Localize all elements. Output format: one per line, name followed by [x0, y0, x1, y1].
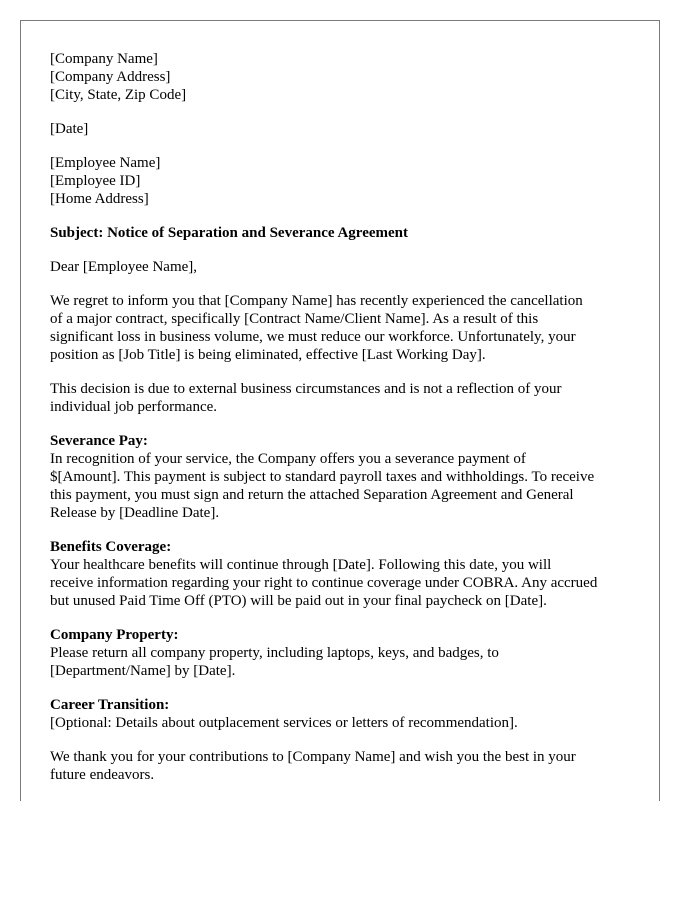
company-address: [Company Address]: [50, 69, 171, 85]
recipient-block: [50, 154, 648, 208]
intro-paragraph: [50, 292, 648, 364]
benefits-coverage-heading: Benefits Coverage:: [50, 539, 172, 555]
home-address: [Home Address]: [50, 191, 149, 207]
career-transition-line: [Optional: Details about outplacement services or letters of recommendation].: [50, 715, 518, 731]
severance-pay-line: $[Amount]. This payment is subject to standard payroll taxes and withholdings. To receive: [50, 469, 595, 485]
letter-date: [Date]: [50, 121, 89, 137]
employee-name: [Employee Name]: [50, 155, 161, 171]
intro-line: significant loss in business volume, we must reduce our workforce. Unfortunately, your: [50, 329, 576, 345]
intro-line: We regret to inform you that [Company Name] has recently experienced the cancellation: [50, 293, 583, 309]
decision-line: individual job performance.: [50, 399, 218, 415]
closing-line: future endeavors.: [50, 767, 155, 783]
company-property-heading: Company Property:: [50, 627, 179, 643]
company-header: [50, 50, 648, 104]
letter-page: [20, 20, 660, 801]
intro-line: of a major contract, specifically [Contract Name/Client Name]. As a result of this: [50, 311, 539, 327]
salutation: Dear [Employee Name],: [50, 259, 198, 275]
decision-line: This decision is due to external business circumstances and is not a reflection of your: [50, 381, 562, 397]
company-property-line: [Department/Name] by [Date].: [50, 663, 236, 679]
decision-paragraph: [50, 380, 648, 416]
employee-id: [Employee ID]: [50, 173, 141, 189]
career-transition-section: [50, 696, 648, 732]
company-city-state-zip: [City, State, Zip Code]: [50, 87, 187, 103]
salutation-block: [50, 258, 648, 276]
severance-pay-heading: Severance Pay:: [50, 433, 148, 449]
closing-paragraph: [50, 748, 648, 784]
career-transition-heading: Career Transition:: [50, 697, 170, 713]
intro-line: position as [Job Title] is being eliminated, effective [Last Working Day].: [50, 347, 486, 363]
benefits-coverage-line: Your healthcare benefits will continue through [Date]. Following this date, you will: [50, 557, 552, 573]
closing-line: We thank you for your contributions to [Company Name] and wish you the best in your: [50, 749, 576, 765]
severance-pay-section: [50, 432, 648, 522]
severance-pay-line: Release by [Deadline Date].: [50, 505, 220, 521]
benefits-coverage-section: [50, 538, 648, 610]
severance-pay-line: In recognition of your service, the Company offers you a severance payment of: [50, 451, 526, 467]
letter-content: [50, 50, 648, 800]
company-property-section: [50, 626, 648, 680]
letter-date-block: [50, 120, 648, 138]
severance-pay-line: this payment, you must sign and return the attached Separation Agreement and General: [50, 487, 574, 503]
company-name: [Company Name]: [50, 51, 158, 67]
letter-subject: Subject: Notice of Separation and Severance Agreement: [50, 225, 408, 241]
benefits-coverage-line: but unused Paid Time Off (PTO) will be paid out in your final paycheck on [Date].: [50, 593, 547, 609]
benefits-coverage-line: receive information regarding your right to continue coverage under COBRA. Any accrued: [50, 575, 598, 591]
company-property-line: Please return all company property, including laptops, keys, and badges, to: [50, 645, 499, 661]
